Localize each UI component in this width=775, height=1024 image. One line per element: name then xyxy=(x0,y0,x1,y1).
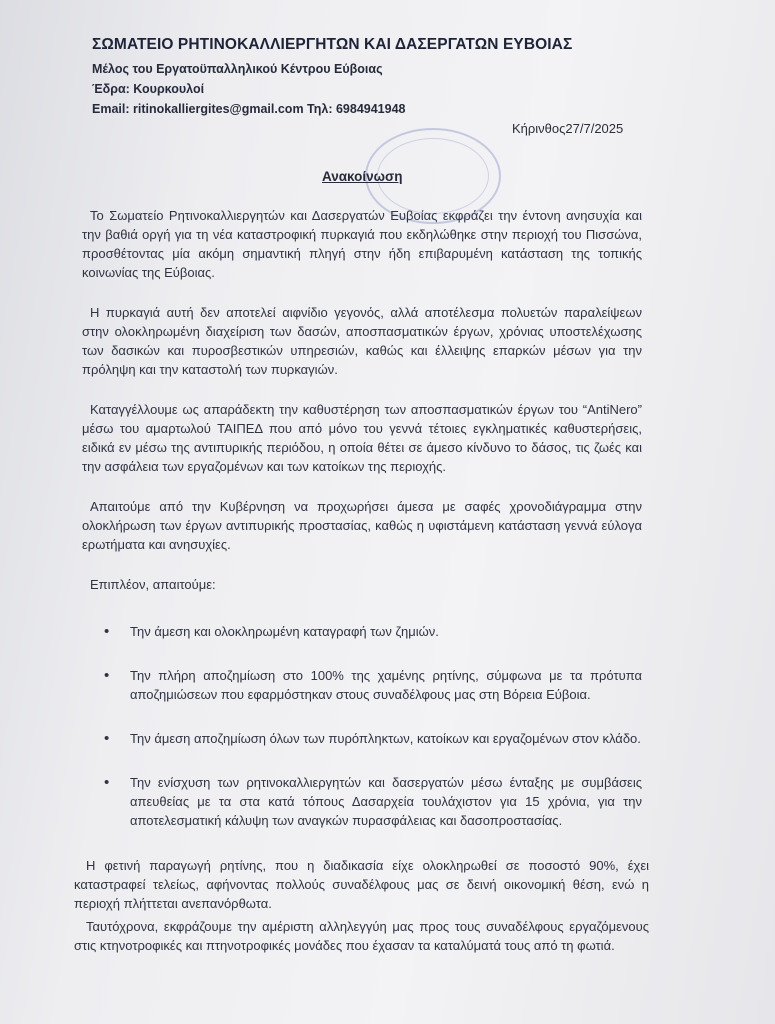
paragraph: Η πυρκαγιά αυτή δεν αποτελεί αιφνίδιο γεγονός, αλλά αποτέλεσμα πολυετών παραλείψεων στην ολοκληρωμένη διαχείριση των δασών, αποσπασματικών έργων, χρόνιας υποστελέχωσης των δασικών και πυροσβεστικών υπηρεσιών, καθώς και έλλειψης επαρκών μέσων για την πρόληψη και την καταστολή των πυρκαγιών. xyxy=(82,305,642,377)
paragraph: Καταγγέλλουμε ως απαράδεκτη την καθυστέρηση των αποσπασματικών έργων του “AntiNero” μέσω του αμαρτωλού ΤΑΙΠΕΔ που από μόνο του γεννά τέτοιες εγκληματικές καθυστερήσεις, ειδικά εν μέσω της αντιπυρικής περιόδου, η οποία θέτει σε άμεσο κίνδυνο το δάσος, τις ζωές και την ασφάλεια των εργαζομένων και των κατοίκων της περιοχής. xyxy=(82,402,642,474)
closing-paragraph: Ταυτόχρονα, εκφράζουμε την αμέριστη αλληλεγγύη μας προς τους συναδέλφους εργαζόμενους στις κτηνοτροφικές και πτηνοτροφικές μονάδες που έχασαν τα καταλύματά τους από τη φωτιά. xyxy=(74,919,649,953)
letterhead xyxy=(92,36,572,119)
demands-list xyxy=(82,622,642,830)
demand-item: • Την ενίσχυση των ρητινοκαλλιεργητών και δασεργατών μέσω ένταξης με συμβάσεις απευθείας με τα στα κατά τόπους Δασαρχεία τουλάχιστον για 15 χρόνια, για την αποτελεσματική κάλυψη των αναγκών πυρασφάλειας και δασοπροστασίας. xyxy=(82,773,642,830)
closing-section xyxy=(74,856,649,959)
date-line: Κήρινθος27/7/2025 xyxy=(512,121,624,136)
paragraph: Το Σωματείο Ρητινοκαλλιεργητών και Δασεργατών Ευβοίας εκφράζει την έντονη ανησυχία και την βαθιά οργή για τη νέα καταστροφική πυρκαγιά που εκδηλώθηκε στην περιοχή του Πισσώνα, προσθέτοντας μία ακόμη σημαντική πληγή στην ήδη επιβαρυμένη κατάσταση της τοπικής κοινωνίας της Εύβοιας. xyxy=(82,208,642,280)
demands-intro: Επιπλέον, απαιτούμε: xyxy=(90,577,216,592)
organization-name: ΣΩΜΑΤΕΙΟ ΡΗΤΙΝΟΚΑΛΛΙΕΡΓΗΤΩΝ ΚΑΙ ΔΑΣΕΡΓΑΤΩΝ ΕΥΒΟΙΑΣ xyxy=(92,36,573,53)
seat-line: Έδρα: Κουρκουλοί xyxy=(92,82,205,96)
announcement-body xyxy=(82,206,642,855)
member-line: Μέλος του Εργατοϋπαλληλικού Κέντρου Εύβοιας xyxy=(92,62,383,76)
demand-item: • Την πλήρη αποζημίωση στο 100% της χαμένης ρητίνης, σύμφωνα με τα πρότυπα αποζημιώσεων που εφαρμόστηκαν στους συναδέλφους μας στη Βόρεια Εύβοια. xyxy=(82,666,642,704)
demand-item: • Την άμεση αποζημίωση όλων των πυρόπληκτων, κατοίκων και εργαζομένων στον κλάδο. xyxy=(82,729,642,748)
closing-paragraph: Η φετινή παραγωγή ρητίνης, που η διαδικασία είχε ολοκληρωθεί σε ποσοστό 90%, έχει καταστραφεί τελείως, αφήνοντας πολλούς συναδέλφους μας σε δεινή οικονομική θέση, ενώ η περιοχή πλήττεται ανεπανόρθωτα. xyxy=(74,858,649,911)
paragraph: Απαιτούμε από την Κυβέρνηση να προχωρήσει άμεσα με σαφές χρονοδιάγραμμα στην ολοκλήρωση των έργων αντιπυρικής προστασίας, καθώς η υφιστάμενη κατάσταση γεννά εύλογα ερωτήματα και ανησυχίες. xyxy=(82,499,642,552)
announcement-title: Ανακοίνωση xyxy=(322,169,403,184)
demand-item: • Την άμεση και ολοκληρωμένη καταγραφή των ζημιών. xyxy=(82,622,642,641)
contact-line: Email: ritinokalliergites@gmail.com Τηλ: 6984941948 xyxy=(92,102,406,116)
